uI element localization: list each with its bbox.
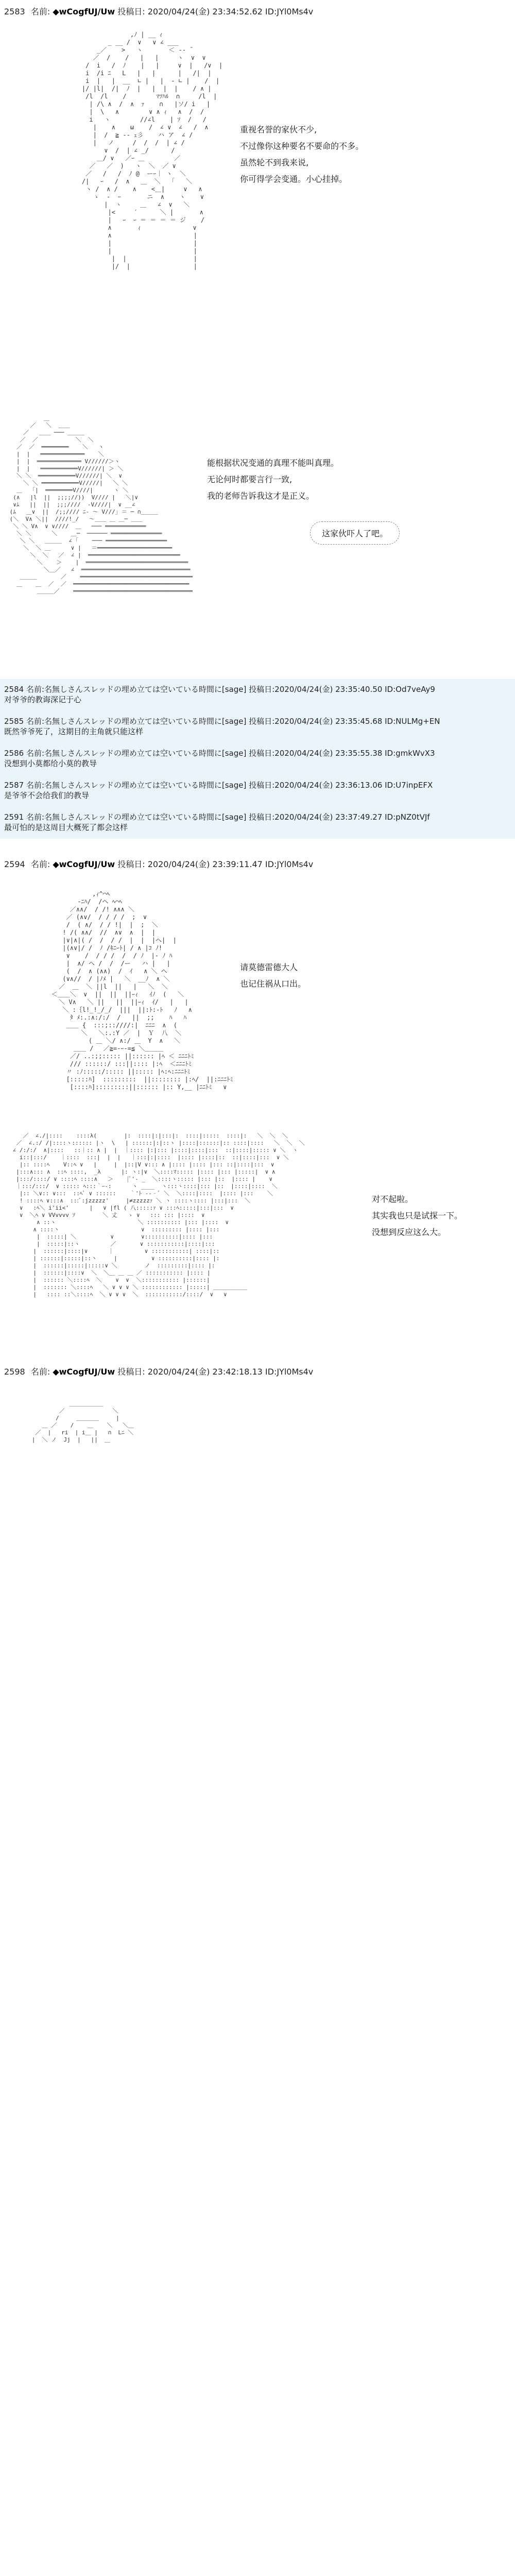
post-id: ID:JYl0Ms4v: [265, 7, 314, 16]
reply-number[interactable]: 2584: [4, 685, 24, 694]
reply-body: 既然爷爷死了，这期目的主角就只能这样: [4, 727, 144, 736]
post-number[interactable]: 2598: [4, 1367, 25, 1377]
author-trip: ◆wCogfUJ/Uw: [53, 7, 115, 16]
reply-id: ID:pNZ0tVJf: [385, 812, 430, 822]
reply-id: ID:gmkWvX3: [385, 749, 435, 758]
dialog-2594-a: [240, 959, 306, 992]
reply-body: 没想到小莫都给小莫的教导: [4, 759, 97, 768]
name-label: 名前:: [30, 1367, 50, 1377]
reply-body: 对爷爷的教诲深记于心: [4, 695, 82, 704]
dialog-2594-b: [372, 1191, 462, 1241]
post-header-2594: [4, 858, 313, 870]
author-trip: ◆wCogfUJ/Uw: [53, 1367, 115, 1377]
reply-2586: [4, 748, 435, 769]
dialog-line: 虽然轮不到我来说,: [240, 158, 309, 167]
post-header-2583: [4, 5, 313, 17]
reply-body: 最可怕的是这周目大概死了都会这样: [4, 823, 128, 832]
dialog-line: 无论何时都要言行一致,: [207, 474, 293, 484]
dialog-line: 没想到反应这么大。: [372, 1227, 447, 1237]
dialog-line: 请莫德雷德大人: [240, 962, 298, 972]
reply-2591: [4, 812, 430, 833]
dialog-line: 我的老师告诉我这才是正义。: [207, 491, 315, 501]
reply-number[interactable]: 2586: [4, 749, 24, 758]
reply-name: 名前:名無しさんスレッドの埋め立ては空いている時間に[sage]: [26, 812, 247, 822]
reply-id: ID:NULMg+EN: [385, 717, 440, 726]
ascii-art-closeup: ／ ∠./|:::: ::::λ( |: ::::|:|:::|: ::::|::::: ::::|: ＼ ＼ ＼ ／ ∠.:/ /|::::ヽ:::::: |ヽ \ | ::::::|:|::ヽ |::::|::::::|:: ::::|:::: ＼ ＼ ＼ ∠ /:/:/ ∧|:::: ::｜:: ∧ | | ｜:::: |:|::: |::::|::::|::: ::|::::|::::: ∨ ＼ ヽ i::|:::/ ｜:::: :::| | | ｜:::|:|:::: |:::: |::::|:: ::|::::|::: ∨ ＼ |:: ::::ﾍ V::ﾍ ∨ | | |::|V ∨::: ∧ |:::: |:::: |::: ::|::::|::: ∨ |:::∧::: ∧ ::ﾍ ::::, _λ |: ヽ:|∨ ＼::::ﾏ::::: |:::: |::: |:::::| ∨ ∧ |:::/::::/ ∨ ::::ﾍ ::::∧ ＞ |ﾟ'‐ _ ＼::::ヽ::::: |::: |:: |:::: | ∨ ｜:::/:::/ ∨ ::::: ﾍ:::｀ｰ-: ヽ ____ ヽ:::ヽ::::|::: |:: |::::|:::: ＼ |:: ＼∨:: ∨::: ::ﾍﾟ ∨ :::::: ｀'ﾄ ‐‐‐ﾞ ＼ ＼::::|:::: |:::: |::: ＼ ! ::::ﾍ ∨:::∧ :::ﾞ:jzzzzz' |≠zzzzzｧ ＼ ヽ ::::ヽ:::: |:::|::: ＼ ∨ :ﾍ＼ i'ii<' | ∨ |fl ( 八:::::ｧ ∨ :::ﾍ:::::|:::|::: ∨ ∨ ＼ﾍ ∨ VVvvvv ｿ ＼ 丈 ゝ ∨ ::: ::: |:::: ∨ ∧ ::ヽ ＼ :::::::::: |::: |:::: ∨ ∧ ::::丶 ∨ ::::::::: |:::: |::: | :::::| ＼ ∨ ∨::::::::::|:::: |::: | :::::|::ヽ ／ ∨ :::::::::::|::::|::: | ::::::|::::|∨ ｜ ∨ :::::::::::| ::::|:: | ::::::|:::::|::丶 | ∨ ::::::::::|:::: |: | ::::::|:::::|:::::∨ ＼ ノ :::::::::|:::: |: | ::::::|::::∨ ＼ ＼＿ ＿ ＿ ／ ::::::::::: |:::: | | :::::: ＼::::ﾍ ＼ ∨ ∨ ＼::::::::::: |::::::| | ::::::: ＼::::ﾍ ＼ ∨ ∨ ∨ ＼ :::::::::::: |:::::| ＿＿＿＿＿＿ | :::: ::＼::::ﾍ ＼ ∨ ∨ ∨ ＼ :::::::::::/::::/ ∨ ∨: [12, 1132, 305, 1298]
post-date: 2020/04/24(金) 23:34:52.62: [147, 7, 263, 16]
reply-date: 投稿日:2020/04/24(金) 23:35:40.50: [249, 685, 383, 694]
date-label: 投稿日:: [117, 859, 145, 869]
dialog-line: 你可得学会变通。小心挂掉。: [240, 174, 348, 184]
reply-name: 名前:名無しさんスレッドの埋め立ては空いている時間に[sage]: [26, 717, 247, 726]
ascii-art-girl-1: ,ﾉ | __ ｨ _ __ / ∨ ∨ ∠ ___ _／ > ヽ ＜ ‐- ̄ ／ / / | | ヽ ∨ ∨ / i / ﾉ | | ∨ | /∨ | i /i ﾆ L | | | /| | i | | __ ∟ | | ‐ ∟ | / | |/ |l| /| ﾉ | | | | / ∧ | /l /l / ﾏﾂﾊﾙ ∩ /l | | /\ ∧ / ∧ ｧ ∩ |ソ/ i | | \ ∧ ∨ ∧ ｨ ∧ / / i ヽ //∠l | ｿ / / | ∧ ω / ∠ ∨ ∠ / ∧ | / ≧ -- ｪ彡 ハ ア ∠ / | ノ / / / | ∠ / ∨ / | ∠ _/ / ＿/ ∨ ／ｰ ＿ ／ ／ ／ ) ヽ ＼ ／ ∨ ／ / / ﾉ @ ーｰ｜ ヽ ＼ /| ｰ / ∧ ＿ ＼ ｢ ＼ ヽ / ∧ / ∧ <＿| ∨ ∧ ゝ - ｰ ニ ∧ ヽ ∨ | ヽ ＿ ∠ ∨ ＼ |< ′ ＼ | ∧ | ｰ ｰ ＝ ＝ ＝ ＝ ジ / ∧ ｨ ∨ ∧ | | | | | | | | |/ | |: [81, 31, 223, 270]
post-number[interactable]: 2583: [4, 7, 25, 16]
reply-2585: [4, 716, 440, 737]
reply-id: ID:U7inpEFX: [385, 781, 433, 790]
dialog-line: 其实我也只是试探一下。: [372, 1211, 463, 1221]
dialog-line: 重视名誉的家伙不少,: [240, 125, 317, 134]
reply-date: 投稿日:2020/04/24(金) 23:36:13.06: [249, 781, 383, 790]
author-trip: ◆wCogfUJ/Uw: [53, 859, 115, 869]
reply-date: 投稿日:2020/04/24(金) 23:35:45.68: [249, 717, 383, 726]
ascii-art-knight: ,ｨ^⌒ﾍ -ﾆﾊ/ /ヘ ﾍ⌒ﾍ ／∧∧/ / /! ∧∧∧ ＼ ／ (∧∨/ / / / / ; ∨ / ( ∧/ / / !| | ; ＼ ! /( ∧∧/ // ∧∨ ∧ | | |∨|∧|( / / / / | | |ヘ| | |(∧∨|/ / ﾉ /ｷﾆｰﾄ| / ∧ |ｺ ﾉ! ∨ / / / / / / ﾉ |‐ ﾉ ﾊ | ∧/ ヘ / / /ー ハ | | ( / ∧ (∧∧) / ｲ ∧ ＼ ヘ (∨∧// / |ﾉﾒ | ＼ __ﾉ ∧ ＼ ／ ＿ ＼ ||l || | ＼ ＼ ＜＿＿＼ ∨ || || ||ｰｨ ｲﾉ ( ＼ ＼ V∧ ＼ || || ||ｰｨ ｲ/ | | ＼ :｛l!_!_/_/ ||| ||:ﾄ:-ﾄ ﾉ ∧ ﾀ ﾒ:.:∧:/:/ / || ;; ﾊ ﾊ ＿＿ { :::;::////:| ﾆﾆﾆ ∧ ( ＼ ＼:.:Y ／ | Ｙ 八 ＼ ( ＿ ＼/ ∧:/ ＿ Y ∧ ＼ ＿＿ / ／≧=‐ｰ-=≦ ＼＿＿＿ ／/ ..:;;::::: ||:::::: |ﾍ ＜ ﾆﾆﾆﾄﾐ /// ::::::/ :::||:::: |:ﾍ ＜ﾆﾆﾆﾄﾐ 〃 :ﾉ:::::/::::: ||::::: |ﾍ:ﾍ:ﾆﾆﾆﾄﾐ [:::::ﾊ] ::::::::: ||:::::::: |:ﾍ/ ||:ﾆﾆﾆﾄﾐ [::::ﾊ]:::::::::||:::::: |:: Y,__ |ﾆﾆﾄﾐ ∨: [51, 890, 233, 1091]
reply-number[interactable]: 2585: [4, 717, 24, 726]
reply-date: 投稿日:2020/04/24(金) 23:37:49.27: [249, 812, 383, 822]
post-date: 2020/04/24(金) 23:42:18.13: [147, 1367, 263, 1377]
name-label: 名前:: [30, 859, 50, 869]
dialog-line: 对不起啦。: [372, 1194, 414, 1204]
dialog-line: 能根据状况变通的真理不能叫真理。: [207, 458, 339, 468]
date-label: 投稿日:: [117, 7, 145, 16]
reply-date: 投稿日:2020/04/24(金) 23:35:55.38: [249, 749, 383, 758]
post-date: 2020/04/24(金) 23:39:11.47: [147, 859, 263, 869]
post-id: ID:JYl0Ms4v: [265, 1367, 314, 1377]
post-id: ID:JYl0Ms4v: [265, 859, 314, 869]
reply-name: 名前:名無しさんスレッドの埋め立ては空いている時間に[sage]: [26, 749, 247, 758]
name-label: 名前:: [30, 7, 50, 16]
dialog-2583-a: [240, 122, 364, 188]
post-number[interactable]: 2594: [4, 859, 25, 869]
dialog-line: 不过像你这种要名不要命的不多。: [240, 141, 364, 151]
date-label: 投稿日:: [117, 1367, 145, 1377]
reply-number[interactable]: 2591: [4, 812, 24, 822]
dialog-2583-b: [207, 455, 339, 504]
reply-body: 是爷爷不会给我们的教导: [4, 791, 90, 800]
ascii-art-witch-hat: ＿ ／ ＼ ＿＿ ／ ＿＿ ─── ＿＿＿ ／ ／ ＼ ＼ ／ ／ ════════ ＼ ヽ | | ═════════════ ＼ | | ═════════════ V//////＞ヽ | | ═══════════V//////| ＞ ＼ ＼ ＼ ═══════════V//////| ＼ ∨ ＼ ＼ ═══════════V/////| ＼ ＼ ＿ ｢| ════════V////| ヽ ＼ (∧ |l || ;;;;//)) V//// | ＼|∨ ∨ﾑ || || ;;;//// ‐V////| ∨ __∠ (ﾑ ＿∨ || /;;//// ﾆ‐ ～ V///｣ ＝ ─ ∩＿＿＿ (＼ V∧ ＼|| ////!_/ ～＿＿ ＿ ＿─ ＿＿ ＼ ＼ V∧ ∨ ∨//// ＿ ─── ════════════ ＼ ＼ ＼ ＿─ ────── ═══════════════ ＼ ＼ ＿＿＿ ∠ ｢ ─── ══════════════════ ＼ ＼ ＿ ∨ | ＝══════════════════════ ＼ ＼ ／ ∠ | ═══════════════════════════ ＼ ＞ | ══════════════════════════════ ＼＿／ ∠ ════════════════════════════════ ＿＿＿ ／ ═════════════════════════════════ ＿ ＿ ／ ／ ══════════════════════════════════ ＿＿＿／ ═══════════════════════════════════: [9, 415, 193, 595]
post-header-2598: [4, 1365, 313, 1377]
bubble-text: 这家伙吓人了吧。: [322, 529, 388, 538]
reply-2587: [4, 780, 433, 801]
reply-name: 名前:名無しさんスレッドの埋め立ては空いている時間に[sage]: [26, 781, 247, 790]
reply-2584: [4, 684, 435, 705]
dialog-line: 也记住祸从口出。: [240, 979, 306, 989]
reply-number[interactable]: 2587: [4, 781, 24, 790]
reply-name: 名前:名無しさんスレッドの埋め立ては空いている時間に[sage]: [26, 685, 247, 694]
reply-id: ID:Od7veAy9: [385, 685, 435, 694]
speech-bubble: [310, 521, 400, 545]
ascii-art-hat-figure: ＿＿＿＿＿＿ ／ ＼ / ＿＿＿＿ | ＿ ／ / ＿ ＼ ＼＿ ／ | ri | i＿ | ∩ Lﾆ ＼ | ＼ ノ Jj | || ＿: [31, 1400, 134, 1443]
